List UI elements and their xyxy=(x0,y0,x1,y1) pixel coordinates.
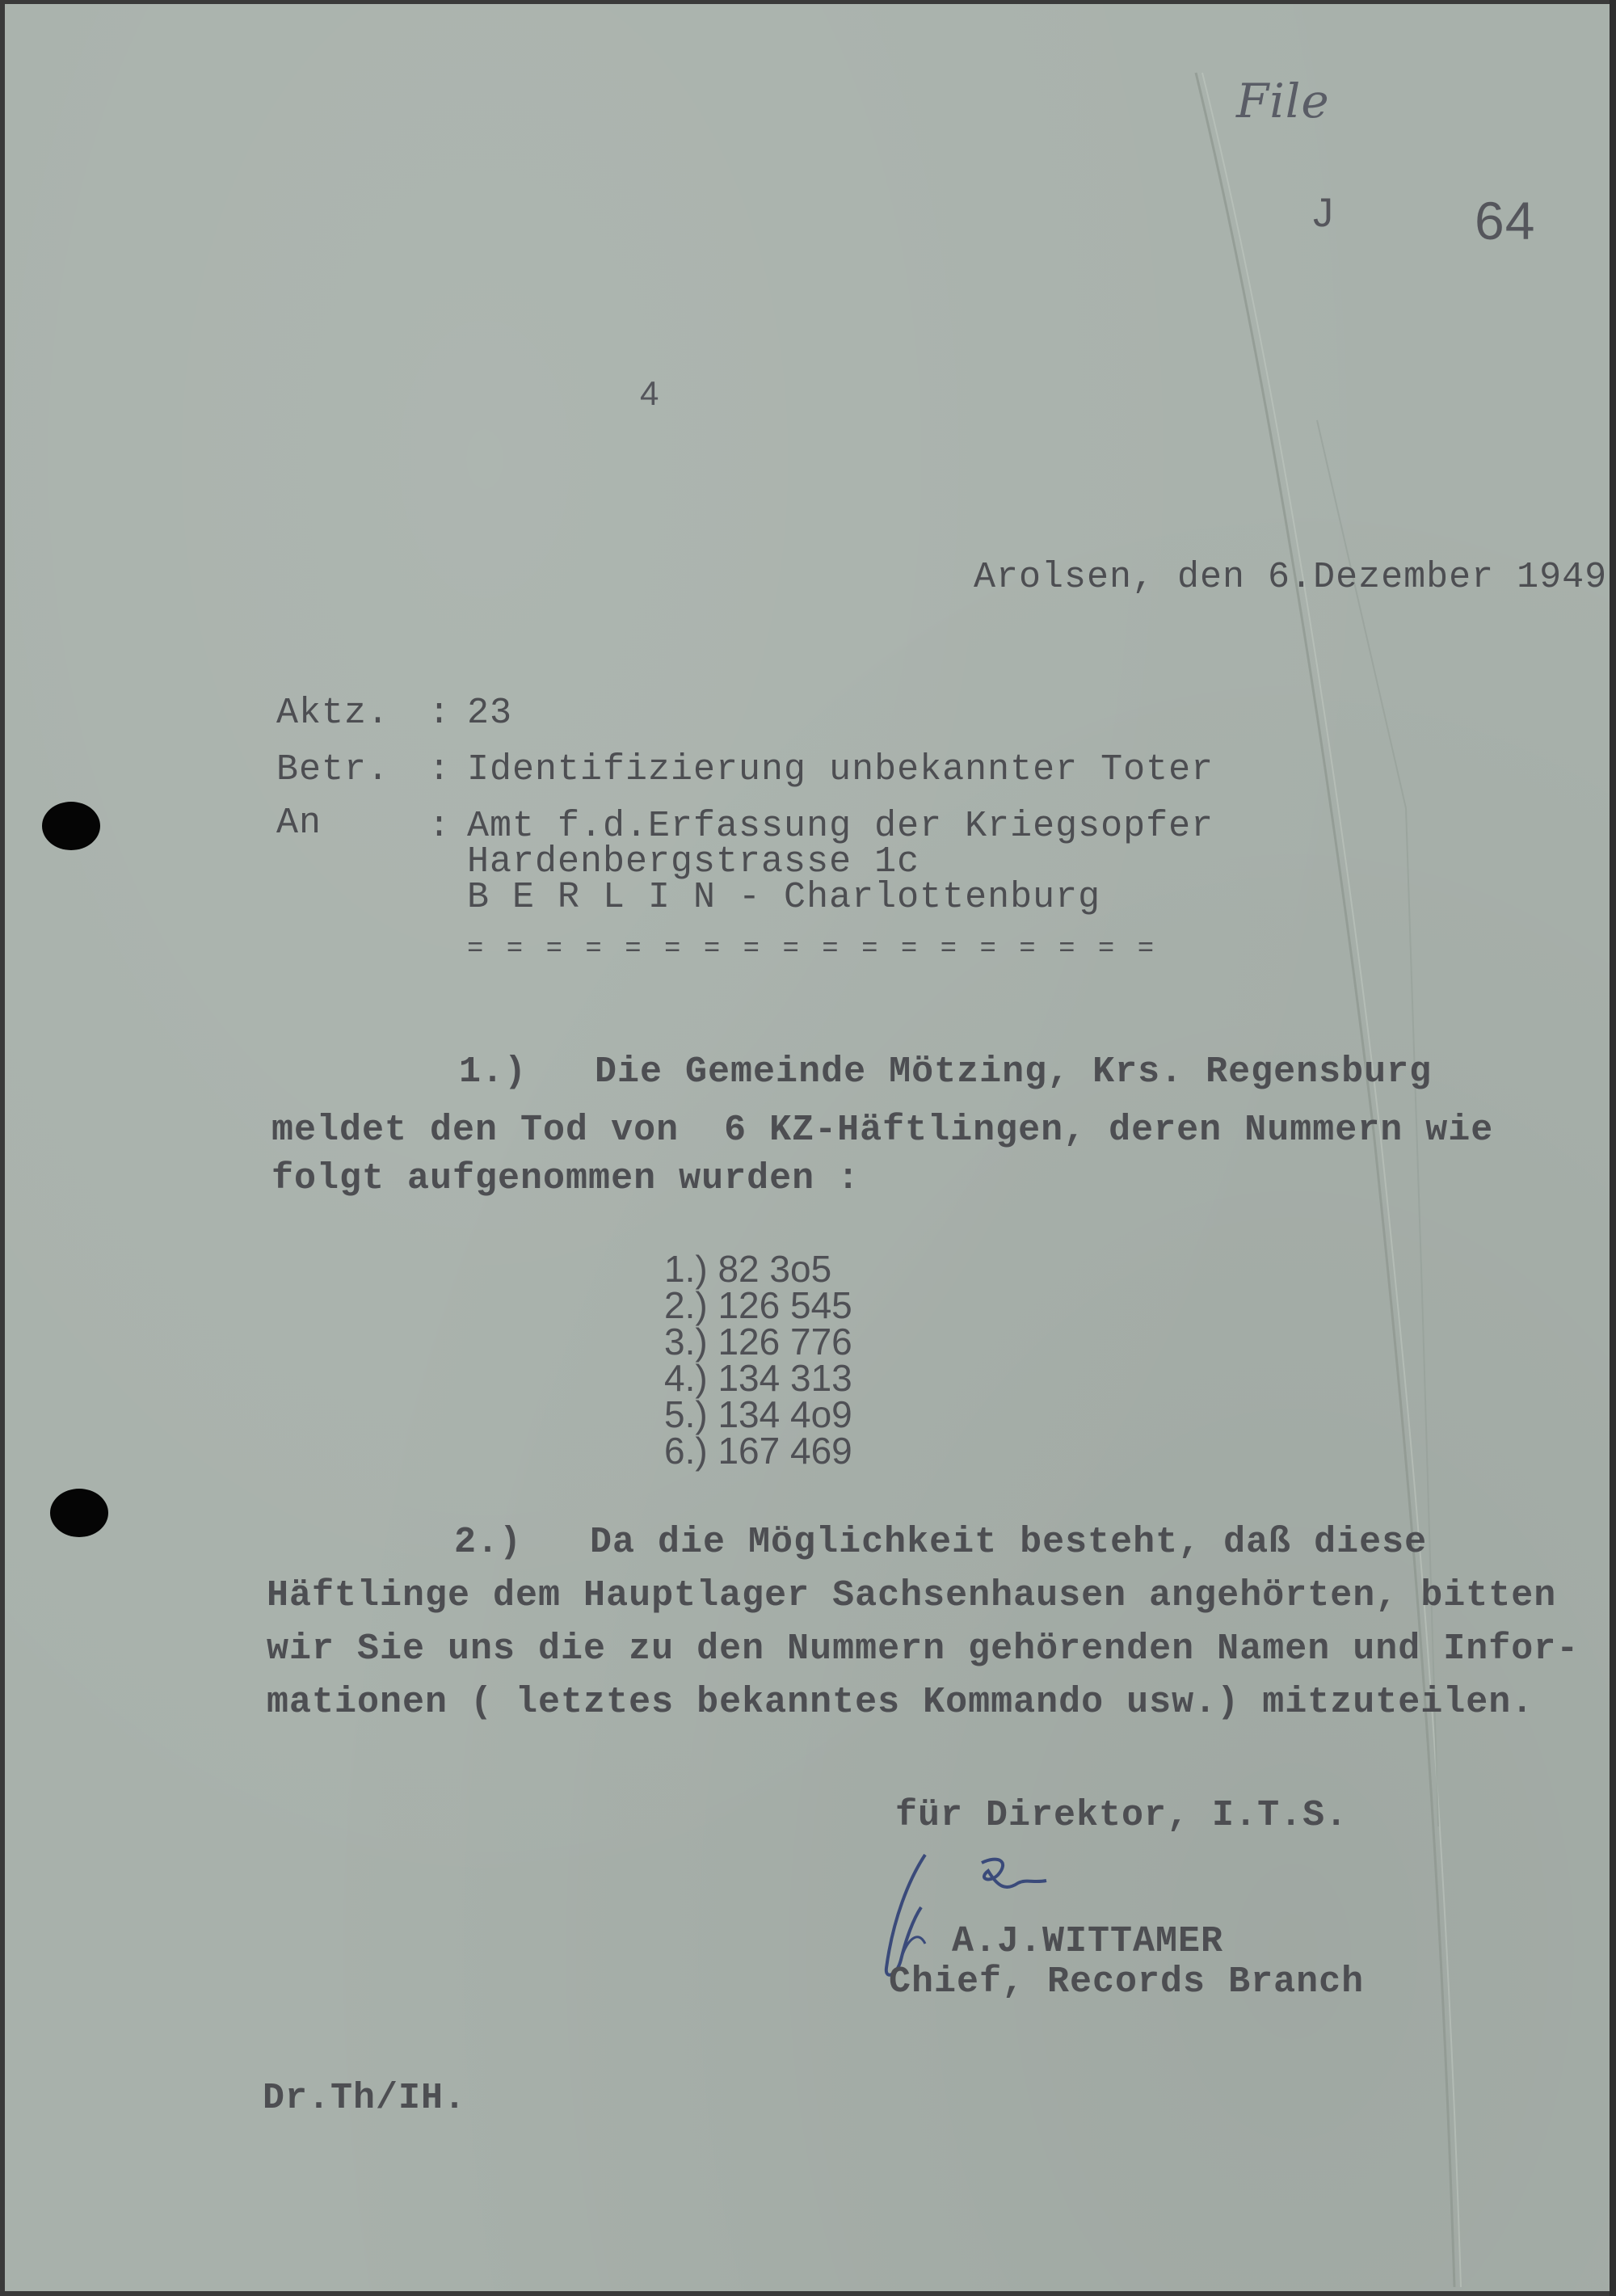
meta-sep-aktz: : xyxy=(428,693,452,734)
prisoner-number-item: 3.) 126 776 xyxy=(664,1321,852,1363)
prisoner-number-item: 5.) 134 4o9 xyxy=(664,1393,852,1435)
stamp-number: 64 xyxy=(1475,191,1536,251)
paragraph-2-line-3: wir Sie uns die zu den Nummern gehörenden Namen und Infor- xyxy=(267,1628,1580,1670)
meta-sep-an: : xyxy=(428,806,452,847)
meta-label-betr: Betr. xyxy=(276,749,390,790)
handwritten-file-note: File xyxy=(1236,74,1330,128)
dateline: Arolsen, den 6.Dezember 1949 xyxy=(974,557,1608,598)
paragraph-2-line-1: 2.) Da die Möglichkeit besteht, daß diese xyxy=(454,1522,1428,1563)
address-line-1: Amt f.d.Erfassung der Kriegsopfer xyxy=(467,806,1214,847)
paragraph-2-line-2: Häftlinge dem Hauptlager Sachsenhausen angehörten, bitten xyxy=(267,1575,1557,1616)
page-marker: 4 xyxy=(640,374,660,412)
signature-for-line: für Direktor, I.T.S. xyxy=(895,1795,1349,1836)
scan-edge-right xyxy=(1610,0,1616,2296)
paragraph-1-line-2: meldet den Tod von 6 KZ-Häftlingen, deren Nummern wie xyxy=(271,1110,1494,1151)
prisoner-number-item: 6.) 167 469 xyxy=(664,1430,852,1472)
signatory-title: Chief, Records Branch xyxy=(889,1961,1365,2003)
meta-value-betr: Identifizierung unbekannter Toter xyxy=(467,749,1214,790)
reference-initials: Dr.Th/IH. xyxy=(263,2078,467,2119)
address-line-2: Hardenbergstrasse 1c xyxy=(467,841,920,883)
prisoner-number-list xyxy=(664,1248,852,1472)
punch-hole-top xyxy=(42,802,100,850)
address-line-3: B E R L I N - Charlottenburg xyxy=(467,877,1101,918)
scan-edge-left xyxy=(0,0,5,2296)
meta-label-an: An xyxy=(276,803,322,844)
prisoner-number-item: 2.) 126 545 xyxy=(664,1284,852,1326)
meta-value-aktz: 23 xyxy=(467,693,513,734)
stamp-prefix: J xyxy=(1313,190,1334,235)
address-underline: = = = = = = = = = = = = = = = = = = xyxy=(467,934,1158,965)
prisoner-number-item: 1.) 82 3o5 xyxy=(664,1248,832,1290)
paragraph-2-line-4: mationen ( letztes bekanntes Kommando usw.) mitzuteilen. xyxy=(267,1682,1534,1723)
scan-edge-top xyxy=(0,0,1616,4)
paragraph-1-line-3: folgt aufgenommen wurden : xyxy=(271,1158,861,1199)
paragraph-1-line-1: 1.) Die Gemeinde Mötzing, Krs. Regensburg xyxy=(459,1051,1433,1093)
meta-sep-betr: : xyxy=(428,749,452,790)
prisoner-number-item: 4.) 134 313 xyxy=(664,1357,852,1399)
meta-label-aktz: Aktz. xyxy=(276,693,390,734)
scan-edge-bottom xyxy=(0,2291,1616,2296)
signatory-name: A.J.WITTAMER xyxy=(952,1921,1224,1962)
punch-hole-bottom xyxy=(50,1489,108,1537)
